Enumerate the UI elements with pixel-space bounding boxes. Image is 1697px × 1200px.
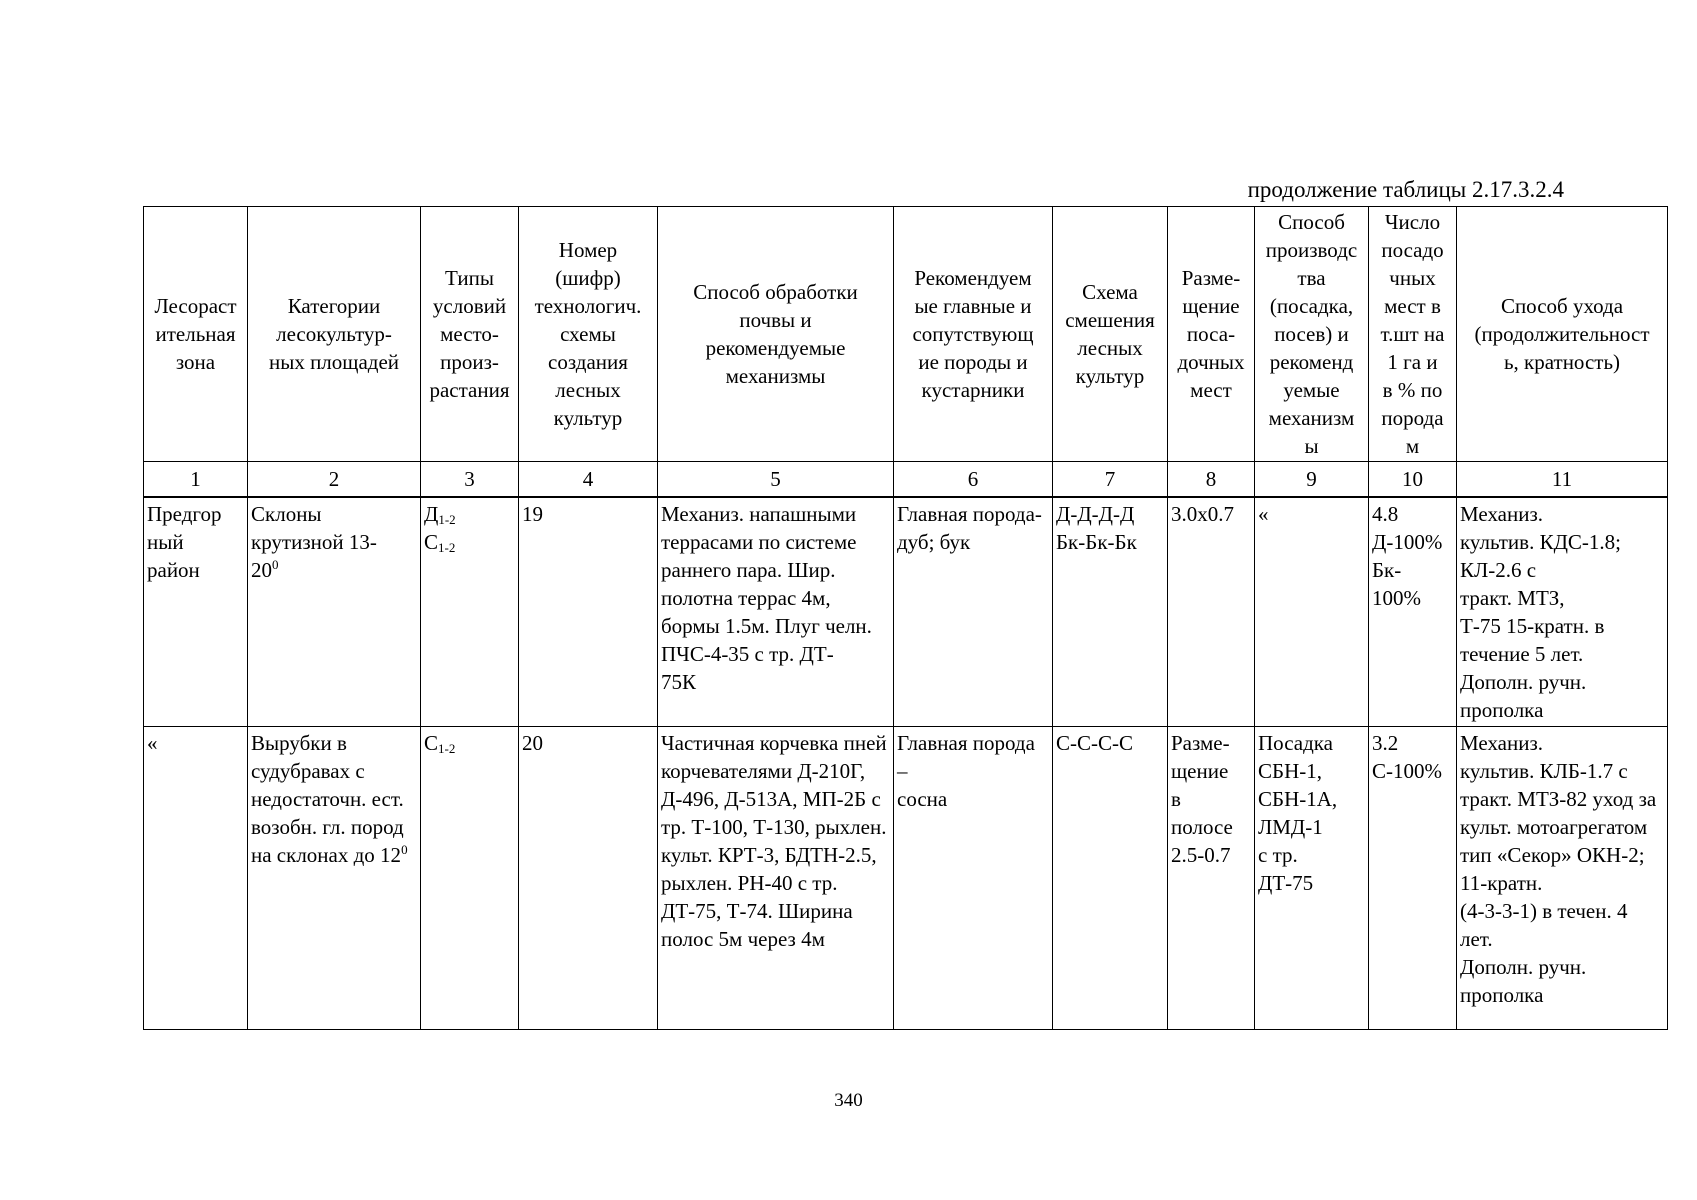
data-table bbox=[143, 206, 1668, 1030]
column-number: 4 bbox=[519, 462, 658, 498]
species-cell: Главная порода-дуб; бук bbox=[894, 497, 1053, 727]
header-cell: Рекомендуем ые главные и сопутствующ ие породы и кустарники bbox=[894, 207, 1053, 462]
mix-cell: Д-Д-Д-Д Бк-Бк-Бк bbox=[1053, 497, 1168, 727]
soil-cell: Механиз. напашными террасами по системе раннего пара. Шир. полотна террас 4м, бормы 1.5м. Плуг челн. ПЧС-4-35 с тр. ДТ- 75К bbox=[658, 497, 894, 727]
scheme-cell: 20 bbox=[519, 727, 658, 1030]
table-row bbox=[144, 727, 1668, 1030]
header-cell: Номер (шифр) технологич. схемы создания лесных культур bbox=[519, 207, 658, 462]
column-number: 3 bbox=[421, 462, 519, 498]
header-cell: Лесораст ительная зона bbox=[144, 207, 248, 462]
header-row bbox=[144, 207, 1668, 462]
column-number-row bbox=[144, 462, 1668, 498]
degree-mark: 0 bbox=[272, 557, 279, 572]
species-cell: Главная порода – сосна bbox=[894, 727, 1053, 1030]
production-cell: Посадка СБН-1, СБН-1А, ЛМД-1 с тр. ДТ-75 bbox=[1255, 727, 1369, 1030]
header-cell: Схема смешения лесных культур bbox=[1053, 207, 1168, 462]
header-cell: Число посадо чных мест в т.шт на 1 га и в % по порода м bbox=[1369, 207, 1457, 462]
column-number: 11 bbox=[1457, 462, 1668, 498]
page-number: 340 bbox=[834, 1090, 863, 1111]
count-cell: 4.8 Д-100% Бк- 100% bbox=[1369, 497, 1457, 727]
column-number: 10 bbox=[1369, 462, 1457, 498]
mix-cell: С-С-С-С bbox=[1053, 727, 1168, 1030]
zone-cell: « bbox=[144, 727, 248, 1030]
condition-type: $Д_{1-2}$ bbox=[424, 502, 456, 527]
zone-cell: Предгор ный район bbox=[144, 497, 248, 727]
degree-mark: 0 bbox=[401, 842, 408, 857]
header-cell: Типы условий место- произ- растания bbox=[421, 207, 519, 462]
conditions-cell bbox=[421, 497, 519, 727]
condition-type: $С_{1-2}$ bbox=[424, 731, 456, 756]
condition-type: $С_{1-2}$ bbox=[424, 530, 456, 555]
care-cell: Механиз. культив. КДС-1.8; КЛ-2.6 с тракт. МТЗ, Т-75 15-кратн. в течение 5 лет. Дополн. ручн. прополка bbox=[1457, 497, 1668, 727]
scheme-cell: 19 bbox=[519, 497, 658, 727]
category-cell bbox=[248, 727, 421, 1030]
column-number: 2 bbox=[248, 462, 421, 498]
column-number: 7 bbox=[1053, 462, 1168, 498]
care-cell: Механиз. культив. КЛБ-1.7 с тракт. МТЗ-82 уход за культ. мотоагрегатом тип «Секор» ОКН-2; 11-кратн. (4-3-3-1) в течен. 4 лет. Дополн. ручн. прополка bbox=[1457, 727, 1668, 1030]
column-number: 5 bbox=[658, 462, 894, 498]
soil-cell: Частичная корчевка пней корчевателями Д-210Г, Д-496, Д-513А, МП-2Б с тр. Т-100, Т-130, рыхлен. культ. КРТ-3, БДТН-2.5, рыхлен. РН-40 с тр. ДТ-75, Т-74. Ширина полос 5м через 4м bbox=[658, 727, 894, 1030]
header-cell: Способ обработки почвы и рекомендуемые механизмы bbox=[658, 207, 894, 462]
category-text: Вырубки в судубравах с недостаточн. ест. возобн. гл. пород на склонах до 12 bbox=[251, 731, 404, 867]
placement-cell: Разме- щение в полосе 2.5-0.7 bbox=[1168, 727, 1255, 1030]
placement-cell: 3.0х0.7 bbox=[1168, 497, 1255, 727]
header-cell: Разме- щение поса- дочных мест bbox=[1168, 207, 1255, 462]
column-number: 8 bbox=[1168, 462, 1255, 498]
header-cell: Способ производс тва (посадка, посев) и рекоменд уемые механизм ы bbox=[1255, 207, 1369, 462]
column-number: 6 bbox=[894, 462, 1053, 498]
conditions-cell bbox=[421, 727, 519, 1030]
category-cell bbox=[248, 497, 421, 727]
production-cell: « bbox=[1255, 497, 1369, 727]
header-cell: Категории лесокультур- ных площадей bbox=[248, 207, 421, 462]
table-row bbox=[144, 497, 1668, 727]
column-number: 9 bbox=[1255, 462, 1369, 498]
header-cell: Способ ухода (продолжительност ь, кратность) bbox=[1457, 207, 1668, 462]
column-number: 1 bbox=[144, 462, 248, 498]
count-cell: 3.2 С-100% bbox=[1369, 727, 1457, 1030]
table-caption: продолжение таблицы 2.17.3.2.4 bbox=[1247, 177, 1564, 202]
category-text: Склоны крутизной 13- 20 bbox=[251, 502, 377, 582]
